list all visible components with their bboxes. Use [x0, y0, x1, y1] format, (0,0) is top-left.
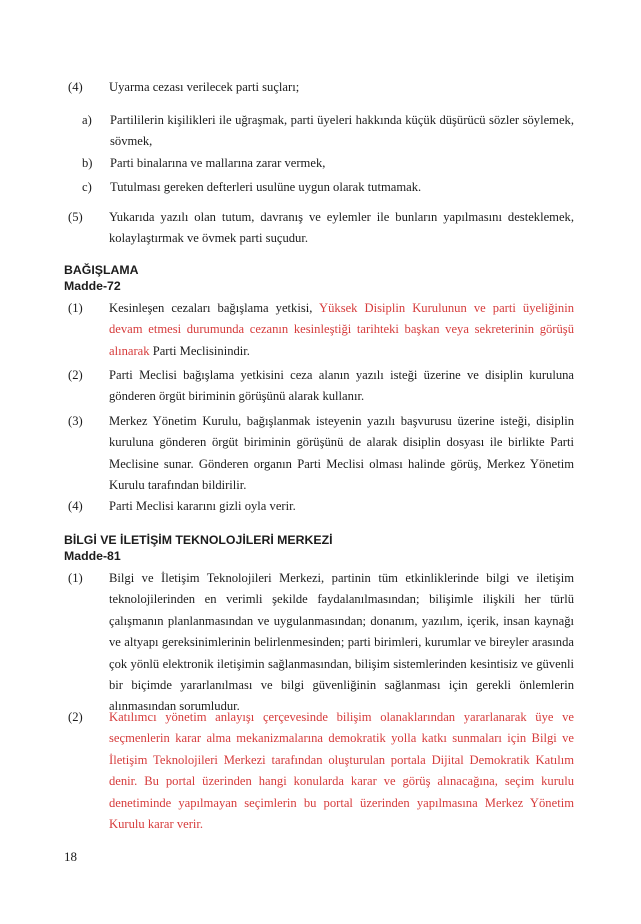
list-item-marker: a) — [82, 113, 92, 127]
list-item-marker: b) — [82, 156, 93, 170]
paragraph-4 — [64, 77, 574, 98]
list-item-a — [82, 110, 574, 153]
list-item-marker: c) — [82, 180, 92, 194]
article-number-72: Madde-72 — [64, 279, 121, 293]
paragraph-text: Bilgi ve İletişim Teknolojileri Merkezi, partinin tüm etkinliklerinde bilgi ve iletişim teknolojilerinden en verimli şekilde faydalanılmasından; bilişimle ilişkili her türlü çalışmanın planlanmasından ve uygulanmasından; donanım, yazılım, içerik, insan kaynağı ve altyapı gereksinimlerinin belirlenmesinden; parti birimleri, kurumlar ve bireyler arasında çok yönlü elektronik iletişimin sağlanmasından, bilişim sistemlerinden kesintisiz ve güvenli bir biçimde yararlanılması ve bilgi güvenliğinin sağlanması için gerekli önlemlerin alınmasından sorumludur. — [109, 571, 574, 714]
paragraph-text-part: Parti Meclisinindir. — [149, 343, 250, 358]
paragraph-text-part: Kesinleşen cezaları bağışlama yetkisi, — [109, 301, 319, 315]
list-item-text: Partililerin kişilikleri ile uğraşmak, parti üyeleri hakkında küçük düşürücü sözler söylemek, sövmek, — [110, 113, 574, 149]
list-item-text: Tutulması gereken defterleri usulüne uygun olarak tutmamak. — [110, 180, 422, 194]
article-72-paragraph-4 — [64, 496, 574, 517]
highlighted-text: Yüksek Disiplin Kurulunun ve parti üyeliğinin devam etmesi durumunda cezanın kesinleştiği tarihteki başkan veya sekreterinin görüşü alınarak — [109, 301, 574, 358]
section-title-bilgi-iletisim: BİLGİ VE İLETİŞİM TEKNOLOJİLERİ MERKEZİ — [64, 533, 333, 547]
paragraph-5 — [64, 207, 574, 250]
paragraph-number: (2) — [68, 710, 83, 724]
paragraph-number: (4) — [68, 80, 83, 94]
article-72-paragraph-3 — [64, 411, 574, 497]
paragraph-number: (1) — [68, 571, 83, 585]
paragraph-text: Uyarma cezası verilecek parti suçları; — [109, 80, 300, 94]
article-number-81: Madde-81 — [64, 549, 121, 563]
paragraph-number: (2) — [68, 368, 83, 382]
paragraph-text: Parti Meclisi kararını gizli oyla verir. — [109, 499, 296, 513]
page-number: 18 — [64, 849, 77, 864]
article-81-paragraph-1 — [64, 568, 574, 718]
paragraph-text: Yukarıda yazılı olan tutum, davranış ve eylemler ile bunların yapılmasını desteklemek, kolaylaştırmak ve övmek parti suçudur. — [109, 210, 574, 246]
paragraph-text: Merkez Yönetim Kurulu, bağışlanmak isteyenin yazılı başvurusu üzerine isteği, disiplin kuruluna gönderen örgüt biriminin görüşünü de alarak disiplin dosyası ile birlikte Parti Meclisine sunar. Gönderen organın Parti Meclisi olması halinde görüş, Merkez Yönetim Kurulu tarafından bildirilir. — [109, 414, 574, 493]
article-81-paragraph-2 — [64, 707, 574, 835]
paragraph-number: (3) — [68, 414, 83, 428]
article-72-paragraph-2 — [64, 365, 574, 408]
paragraph-text — [109, 298, 574, 362]
paragraph-number: (4) — [68, 499, 83, 513]
section-title-bagislama: BAĞIŞLAMA — [64, 263, 139, 277]
paragraph-text: Parti Meclisi bağışlama yetkisini ceza alanın yazılı isteği üzerine ve disiplin kuruluna gönderen örgüt biriminin görüşünü alarak kullanır. — [109, 368, 574, 404]
list-item-b — [82, 153, 574, 174]
paragraph-number: (5) — [68, 210, 83, 224]
article-72-paragraph-1 — [64, 298, 574, 362]
list-item-c — [82, 177, 574, 198]
highlighted-text: Katılımcı yönetim anlayışı çerçevesinde bilişim olanaklarından yararlanarak üye ve seçmenlerin karar alma mekanizmalarına demokratik yolla katkı sunmaları için Bilgi ve İletişim Teknolojileri Merkezi tarafından oluşturulan portala Dijital Demokratik Katılım denir. Bu portal üzerinden hangi konularda karar ve görüş alınacağına, seçim kurulu denetiminde yapılmayan seçimlerin bu portal üzerinden yapılmasına Merkez Yönetim Kurulu karar verir. — [109, 710, 574, 832]
list-item-text: Parti binalarına ve mallarına zarar vermek, — [110, 156, 326, 170]
paragraph-number: (1) — [68, 301, 83, 315]
